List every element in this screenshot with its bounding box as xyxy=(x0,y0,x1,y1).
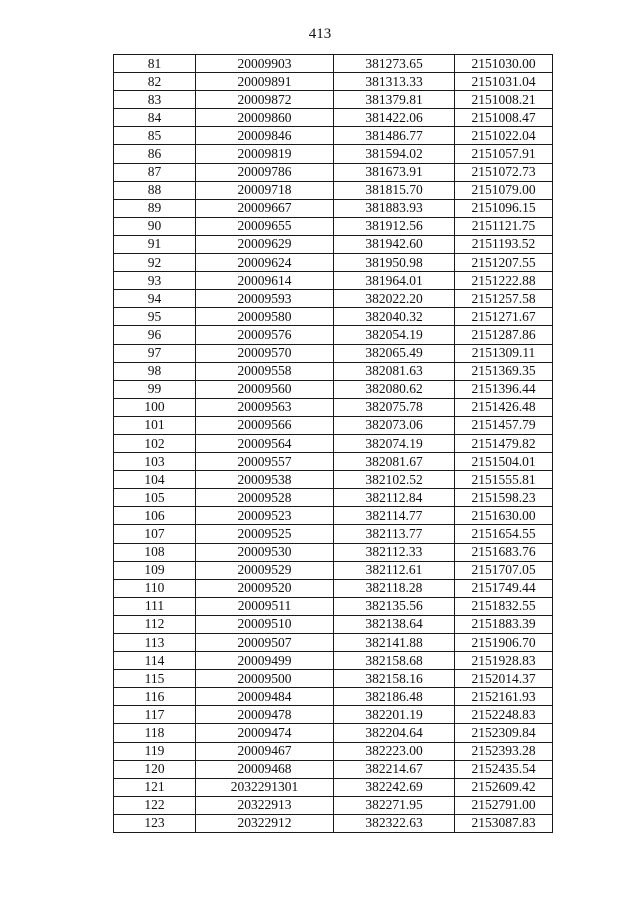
point-id-cell: 20322912 xyxy=(196,814,334,832)
x-coordinate-cell: 382112.84 xyxy=(334,489,455,507)
y-coordinate-cell: 2151030.00 xyxy=(455,55,553,73)
point-id-cell: 20009819 xyxy=(196,145,334,163)
table-row xyxy=(114,489,553,507)
y-coordinate-cell: 2151504.01 xyxy=(455,453,553,471)
point-number-cell: 106 xyxy=(114,507,196,525)
table-row xyxy=(114,380,553,398)
x-coordinate-cell: 382118.28 xyxy=(334,579,455,597)
x-coordinate-cell: 382201.19 xyxy=(334,706,455,724)
table-row xyxy=(114,434,553,452)
x-coordinate-cell: 382141.88 xyxy=(334,634,455,652)
table-row xyxy=(114,453,553,471)
point-id-cell: 20009560 xyxy=(196,380,334,398)
point-id-cell: 20009558 xyxy=(196,362,334,380)
y-coordinate-cell: 2151057.91 xyxy=(455,145,553,163)
point-id-cell: 20009891 xyxy=(196,73,334,91)
point-id-cell: 20009655 xyxy=(196,217,334,235)
y-coordinate-cell: 2151022.04 xyxy=(455,127,553,145)
table-row xyxy=(114,290,553,308)
x-coordinate-cell: 381815.70 xyxy=(334,181,455,199)
y-coordinate-cell: 2152161.93 xyxy=(455,688,553,706)
table-row xyxy=(114,796,553,814)
table-row xyxy=(114,217,553,235)
point-id-cell: 20009530 xyxy=(196,543,334,561)
table-row xyxy=(114,670,553,688)
y-coordinate-cell: 2151121.75 xyxy=(455,217,553,235)
x-coordinate-cell: 382102.52 xyxy=(334,471,455,489)
table-row xyxy=(114,91,553,109)
x-coordinate-cell: 381313.33 xyxy=(334,73,455,91)
point-number-cell: 104 xyxy=(114,471,196,489)
point-id-cell: 20009566 xyxy=(196,416,334,434)
x-coordinate-cell: 382081.67 xyxy=(334,453,455,471)
table-row xyxy=(114,471,553,489)
point-number-cell: 90 xyxy=(114,217,196,235)
table-row xyxy=(114,507,553,525)
y-coordinate-cell: 2151096.15 xyxy=(455,199,553,217)
point-number-cell: 110 xyxy=(114,579,196,597)
point-number-cell: 116 xyxy=(114,688,196,706)
point-number-cell: 94 xyxy=(114,290,196,308)
x-coordinate-cell: 381673.91 xyxy=(334,163,455,181)
point-id-cell: 20009538 xyxy=(196,471,334,489)
table-row xyxy=(114,416,553,434)
table-row xyxy=(114,308,553,326)
x-coordinate-cell: 381950.98 xyxy=(334,254,455,272)
point-number-cell: 115 xyxy=(114,670,196,688)
point-number-cell: 89 xyxy=(114,199,196,217)
point-id-cell: 20009511 xyxy=(196,597,334,615)
y-coordinate-cell: 2151008.47 xyxy=(455,109,553,127)
point-number-cell: 85 xyxy=(114,127,196,145)
point-id-cell: 20009520 xyxy=(196,579,334,597)
table-row xyxy=(114,615,553,633)
point-id-cell: 20009576 xyxy=(196,326,334,344)
point-number-cell: 122 xyxy=(114,796,196,814)
x-coordinate-cell: 381422.06 xyxy=(334,109,455,127)
x-coordinate-cell: 381486.77 xyxy=(334,127,455,145)
y-coordinate-cell: 2151257.58 xyxy=(455,290,553,308)
point-number-cell: 92 xyxy=(114,254,196,272)
point-id-cell: 20009624 xyxy=(196,254,334,272)
point-number-cell: 109 xyxy=(114,561,196,579)
x-coordinate-cell: 382138.64 xyxy=(334,615,455,633)
point-number-cell: 95 xyxy=(114,308,196,326)
y-coordinate-cell: 2151832.55 xyxy=(455,597,553,615)
y-coordinate-cell: 2151479.82 xyxy=(455,434,553,452)
x-coordinate-cell: 382080.62 xyxy=(334,380,455,398)
x-coordinate-cell: 382075.78 xyxy=(334,398,455,416)
point-id-cell: 20009467 xyxy=(196,742,334,760)
table-row xyxy=(114,778,553,796)
table-row xyxy=(114,362,553,380)
y-coordinate-cell: 2152435.54 xyxy=(455,760,553,778)
y-coordinate-cell: 2151457.79 xyxy=(455,416,553,434)
x-coordinate-cell: 381379.81 xyxy=(334,91,455,109)
point-id-cell: 20009570 xyxy=(196,344,334,362)
page-number: 413 xyxy=(308,26,332,42)
y-coordinate-cell: 2151396.44 xyxy=(455,380,553,398)
table-row xyxy=(114,814,553,832)
x-coordinate-cell: 381942.60 xyxy=(334,235,455,253)
table-row xyxy=(114,163,553,181)
x-coordinate-cell: 381964.01 xyxy=(334,272,455,290)
point-id-cell: 20009468 xyxy=(196,760,334,778)
table-row xyxy=(114,597,553,615)
y-coordinate-cell: 2151598.23 xyxy=(455,489,553,507)
point-id-cell: 20009614 xyxy=(196,272,334,290)
table-row xyxy=(114,543,553,561)
point-number-cell: 87 xyxy=(114,163,196,181)
point-id-cell: 20009846 xyxy=(196,127,334,145)
table-row xyxy=(114,235,553,253)
point-id-cell: 20009474 xyxy=(196,724,334,742)
y-coordinate-cell: 2151906.70 xyxy=(455,634,553,652)
y-coordinate-cell: 2151207.55 xyxy=(455,254,553,272)
y-coordinate-cell: 2152791.00 xyxy=(455,796,553,814)
point-number-cell: 84 xyxy=(114,109,196,127)
x-coordinate-cell: 382114.77 xyxy=(334,507,455,525)
point-number-cell: 88 xyxy=(114,181,196,199)
point-id-cell: 20009528 xyxy=(196,489,334,507)
point-number-cell: 99 xyxy=(114,380,196,398)
y-coordinate-cell: 2151369.35 xyxy=(455,362,553,380)
y-coordinate-cell: 2151630.00 xyxy=(455,507,553,525)
point-id-cell: 20009525 xyxy=(196,525,334,543)
table-row xyxy=(114,760,553,778)
y-coordinate-cell: 2151555.81 xyxy=(455,471,553,489)
y-coordinate-cell: 2151008.21 xyxy=(455,91,553,109)
y-coordinate-cell: 2152014.37 xyxy=(455,670,553,688)
table-row xyxy=(114,724,553,742)
x-coordinate-cell: 382022.20 xyxy=(334,290,455,308)
table-row xyxy=(114,652,553,670)
x-coordinate-cell: 382081.63 xyxy=(334,362,455,380)
x-coordinate-cell: 382322.63 xyxy=(334,814,455,832)
table-row xyxy=(114,326,553,344)
x-coordinate-cell: 382158.16 xyxy=(334,670,455,688)
table-row xyxy=(114,109,553,127)
point-id-cell: 20322913 xyxy=(196,796,334,814)
point-number-cell: 117 xyxy=(114,706,196,724)
y-coordinate-cell: 2151683.76 xyxy=(455,543,553,561)
point-number-cell: 82 xyxy=(114,73,196,91)
point-id-cell: 20009557 xyxy=(196,453,334,471)
y-coordinate-cell: 2151271.67 xyxy=(455,308,553,326)
table-row xyxy=(114,579,553,597)
table-row xyxy=(114,55,553,73)
table-row xyxy=(114,272,553,290)
point-number-cell: 112 xyxy=(114,615,196,633)
x-coordinate-cell: 382242.69 xyxy=(334,778,455,796)
x-coordinate-cell: 382112.33 xyxy=(334,543,455,561)
point-id-cell: 20009529 xyxy=(196,561,334,579)
y-coordinate-cell: 2151072.73 xyxy=(455,163,553,181)
table-body xyxy=(114,55,553,833)
x-coordinate-cell: 382214.67 xyxy=(334,760,455,778)
x-coordinate-cell: 381883.93 xyxy=(334,199,455,217)
x-coordinate-cell: 382271.95 xyxy=(334,796,455,814)
point-number-cell: 119 xyxy=(114,742,196,760)
table-row xyxy=(114,127,553,145)
y-coordinate-cell: 2152393.28 xyxy=(455,742,553,760)
y-coordinate-cell: 2151309.11 xyxy=(455,344,553,362)
point-id-cell: 20009478 xyxy=(196,706,334,724)
table-row xyxy=(114,398,553,416)
point-number-cell: 96 xyxy=(114,326,196,344)
x-coordinate-cell: 382135.56 xyxy=(334,597,455,615)
point-number-cell: 114 xyxy=(114,652,196,670)
point-id-cell: 20009484 xyxy=(196,688,334,706)
point-number-cell: 103 xyxy=(114,453,196,471)
x-coordinate-cell: 382223.00 xyxy=(334,742,455,760)
point-number-cell: 93 xyxy=(114,272,196,290)
x-coordinate-cell: 382186.48 xyxy=(334,688,455,706)
point-id-cell: 20009872 xyxy=(196,91,334,109)
y-coordinate-cell: 2151749.44 xyxy=(455,579,553,597)
y-coordinate-cell: 2151928.83 xyxy=(455,652,553,670)
point-id-cell: 20009499 xyxy=(196,652,334,670)
table-row xyxy=(114,199,553,217)
point-number-cell: 81 xyxy=(114,55,196,73)
table-row xyxy=(114,688,553,706)
point-id-cell: 20009903 xyxy=(196,55,334,73)
y-coordinate-cell: 2151287.86 xyxy=(455,326,553,344)
point-id-cell: 20009593 xyxy=(196,290,334,308)
table-row xyxy=(114,344,553,362)
y-coordinate-cell: 2151222.88 xyxy=(455,272,553,290)
point-id-cell: 20009500 xyxy=(196,670,334,688)
point-number-cell: 108 xyxy=(114,543,196,561)
point-number-cell: 111 xyxy=(114,597,196,615)
point-number-cell: 120 xyxy=(114,760,196,778)
table-row xyxy=(114,145,553,163)
x-coordinate-cell: 382113.77 xyxy=(334,525,455,543)
point-number-cell: 113 xyxy=(114,634,196,652)
x-coordinate-cell: 381273.65 xyxy=(334,55,455,73)
x-coordinate-cell: 382158.68 xyxy=(334,652,455,670)
point-number-cell: 118 xyxy=(114,724,196,742)
table-row xyxy=(114,742,553,760)
table-row xyxy=(114,525,553,543)
y-coordinate-cell: 2151193.52 xyxy=(455,235,553,253)
point-number-cell: 91 xyxy=(114,235,196,253)
table-row xyxy=(114,706,553,724)
x-coordinate-cell: 381594.02 xyxy=(334,145,455,163)
x-coordinate-cell: 382065.49 xyxy=(334,344,455,362)
point-number-cell: 121 xyxy=(114,778,196,796)
x-coordinate-cell: 382073.06 xyxy=(334,416,455,434)
point-number-cell: 86 xyxy=(114,145,196,163)
point-number-cell: 97 xyxy=(114,344,196,362)
x-coordinate-cell: 382204.64 xyxy=(334,724,455,742)
point-id-cell: 20009564 xyxy=(196,434,334,452)
point-id-cell: 20009786 xyxy=(196,163,334,181)
table-row xyxy=(114,634,553,652)
y-coordinate-cell: 2151654.55 xyxy=(455,525,553,543)
x-coordinate-cell: 382040.32 xyxy=(334,308,455,326)
y-coordinate-cell: 2153087.83 xyxy=(455,814,553,832)
point-number-cell: 105 xyxy=(114,489,196,507)
table-row xyxy=(114,561,553,579)
y-coordinate-cell: 2151707.05 xyxy=(455,561,553,579)
table-row xyxy=(114,181,553,199)
point-number-cell: 100 xyxy=(114,398,196,416)
point-number-cell: 123 xyxy=(114,814,196,832)
table-row xyxy=(114,73,553,91)
point-number-cell: 101 xyxy=(114,416,196,434)
point-number-cell: 102 xyxy=(114,434,196,452)
point-number-cell: 83 xyxy=(114,91,196,109)
y-coordinate-cell: 2151426.48 xyxy=(455,398,553,416)
point-number-cell: 107 xyxy=(114,525,196,543)
table-row xyxy=(114,254,553,272)
point-id-cell: 20009718 xyxy=(196,181,334,199)
point-id-cell: 20009667 xyxy=(196,199,334,217)
x-coordinate-cell: 382112.61 xyxy=(334,561,455,579)
x-coordinate-cell: 382054.19 xyxy=(334,326,455,344)
point-id-cell: 20009523 xyxy=(196,507,334,525)
y-coordinate-cell: 2152609.42 xyxy=(455,778,553,796)
point-id-cell: 20009629 xyxy=(196,235,334,253)
y-coordinate-cell: 2151079.00 xyxy=(455,181,553,199)
y-coordinate-cell: 2152309.84 xyxy=(455,724,553,742)
x-coordinate-cell: 382074.19 xyxy=(334,434,455,452)
point-id-cell: 2032291301 xyxy=(196,778,334,796)
coordinates-table xyxy=(113,54,553,833)
point-id-cell: 20009580 xyxy=(196,308,334,326)
y-coordinate-cell: 2152248.83 xyxy=(455,706,553,724)
point-id-cell: 20009510 xyxy=(196,615,334,633)
y-coordinate-cell: 2151883.39 xyxy=(455,615,553,633)
point-number-cell: 98 xyxy=(114,362,196,380)
y-coordinate-cell: 2151031.04 xyxy=(455,73,553,91)
point-id-cell: 20009507 xyxy=(196,634,334,652)
x-coordinate-cell: 381912.56 xyxy=(334,217,455,235)
point-id-cell: 20009563 xyxy=(196,398,334,416)
point-id-cell: 20009860 xyxy=(196,109,334,127)
